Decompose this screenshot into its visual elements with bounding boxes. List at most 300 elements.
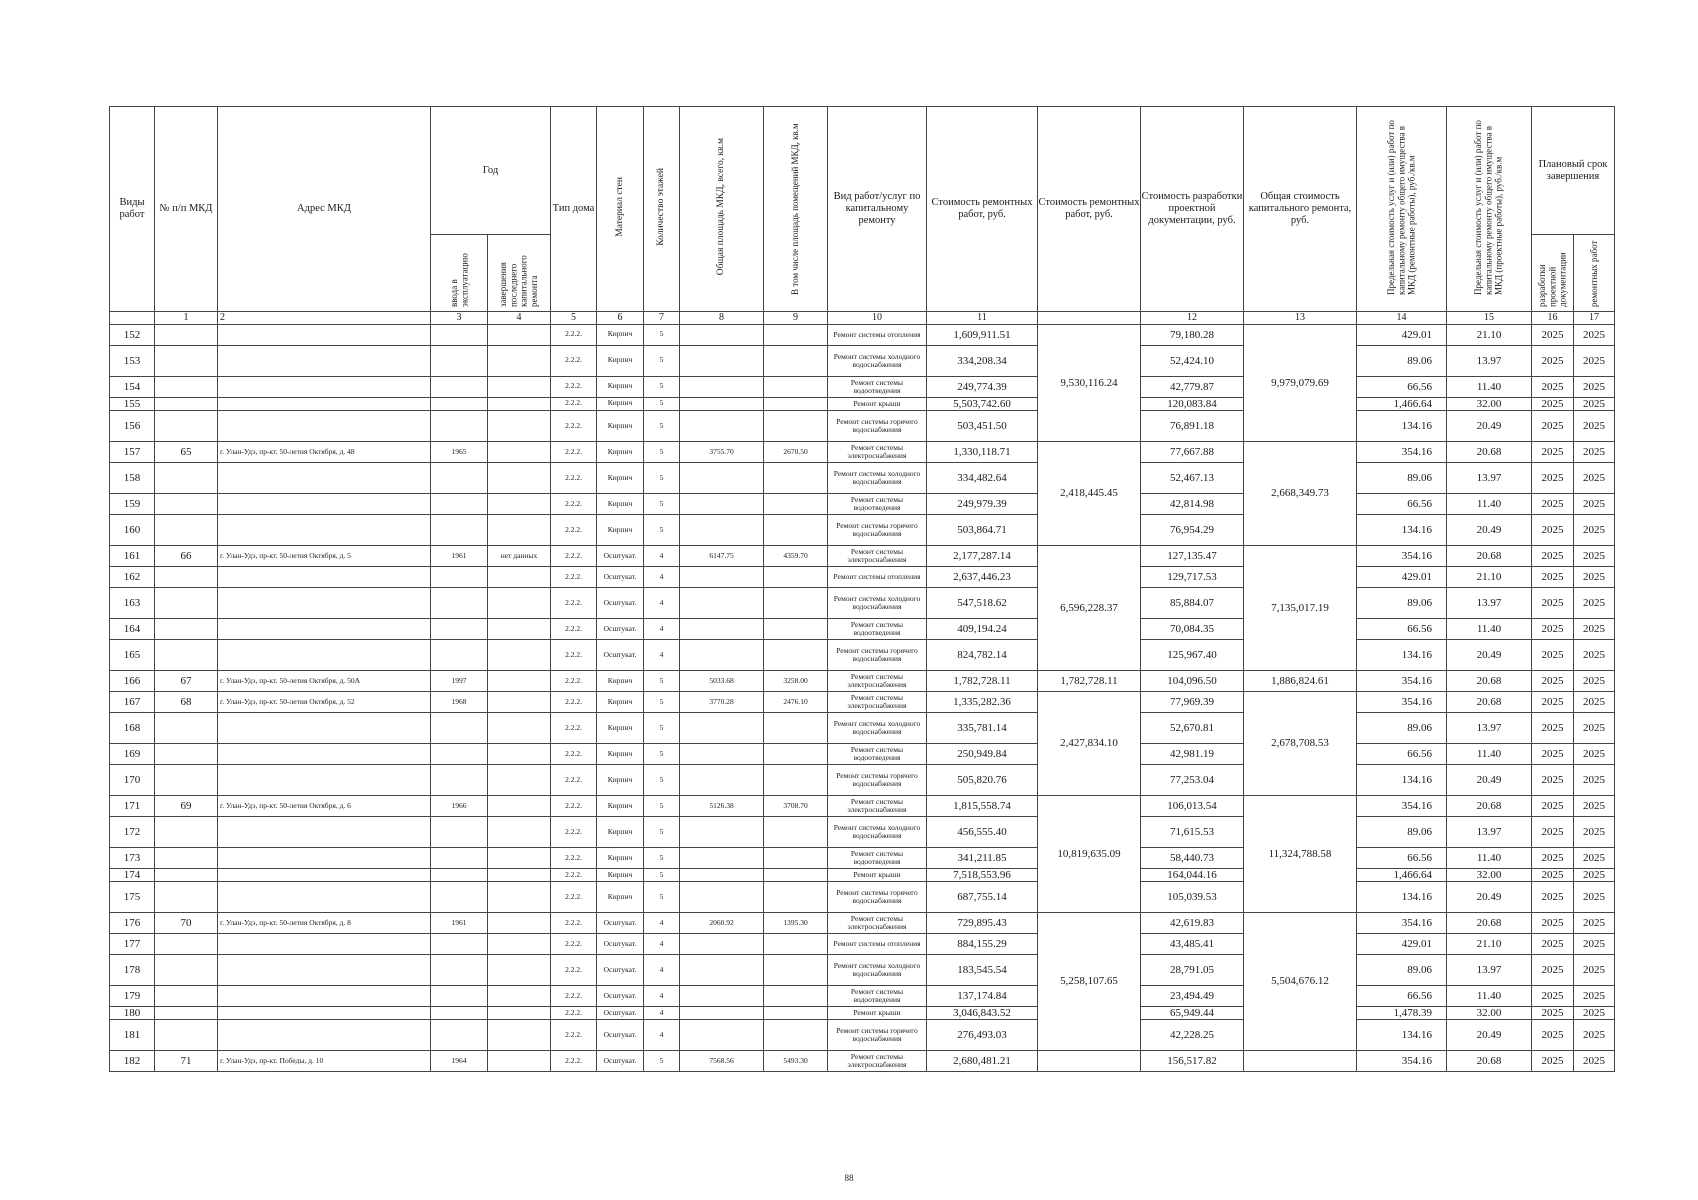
- row-limit-repair: 1,478.39: [1357, 1006, 1447, 1019]
- row-wall-material: Осштукат.: [597, 618, 644, 639]
- row-vid: 179: [110, 985, 155, 1006]
- row-cost: 1,815,558.74: [927, 795, 1038, 816]
- row-mkd-num: 71: [155, 1050, 218, 1071]
- colnum: 10: [828, 311, 927, 324]
- row-limit-repair: 89.06: [1357, 816, 1447, 847]
- colnum: 2: [218, 311, 431, 324]
- colnum: 16: [1532, 311, 1574, 324]
- row-group-total: 9,530,116.24: [1038, 324, 1141, 441]
- row-area-total: 3755.70: [680, 441, 764, 462]
- row-group-grand: [1244, 1050, 1357, 1071]
- row-wall-material: Осштукат.: [597, 985, 644, 1006]
- row-deadline-repair: 2025: [1574, 881, 1615, 912]
- row-floors: 4: [644, 587, 680, 618]
- row-area-premises: [764, 847, 828, 868]
- row-address: [218, 1006, 431, 1019]
- row-mkd-num: [155, 410, 218, 441]
- row-work-type: Ремонт крыши: [828, 868, 927, 881]
- row-area-premises: [764, 764, 828, 795]
- row-design-cost: 127,135.47: [1141, 545, 1244, 566]
- row-wall-material: Кирпич: [597, 712, 644, 743]
- row-floors: 5: [644, 1050, 680, 1071]
- row-deadline-design: 2025: [1532, 670, 1574, 691]
- row-area-total: 7568.56: [680, 1050, 764, 1071]
- row-mkd-num: [155, 1019, 218, 1050]
- row-limit-repair: 134.16: [1357, 764, 1447, 795]
- table-row: [110, 639, 1615, 670]
- row-floors: 5: [644, 847, 680, 868]
- row-address: [218, 816, 431, 847]
- row-house-type: 2.2.2.: [551, 410, 597, 441]
- header-god: Год: [431, 107, 551, 235]
- row-house-type: 2.2.2.: [551, 881, 597, 912]
- row-group-total: 1,782,728.11: [1038, 670, 1141, 691]
- table-row: [110, 933, 1615, 954]
- row-design-cost: 42,619.83: [1141, 912, 1244, 933]
- row-area-premises: [764, 954, 828, 985]
- table-row: [110, 493, 1615, 514]
- row-limit-repair: 66.56: [1357, 493, 1447, 514]
- row-house-type: 2.2.2.: [551, 345, 597, 376]
- table-row: [110, 954, 1615, 985]
- row-work-type: Ремонт системы холодного водоснабжения: [828, 587, 927, 618]
- row-cost: 2,637,446.23: [927, 566, 1038, 587]
- row-mkd-num: [155, 618, 218, 639]
- row-cost: 503,451.50: [927, 410, 1038, 441]
- row-area-total: [680, 743, 764, 764]
- row-area-premises: [764, 985, 828, 1006]
- row-cost: 2,177,287.14: [927, 545, 1038, 566]
- table-row: [110, 1019, 1615, 1050]
- row-floors: 5: [644, 795, 680, 816]
- row-design-cost: 104,096.50: [1141, 670, 1244, 691]
- row-limit-repair: 66.56: [1357, 847, 1447, 868]
- row-floors: 5: [644, 712, 680, 743]
- row-deadline-repair: 2025: [1574, 545, 1615, 566]
- row-design-cost: 28,791.05: [1141, 954, 1244, 985]
- row-limit-repair: 89.06: [1357, 712, 1447, 743]
- row-deadline-design: 2025: [1532, 397, 1574, 410]
- row-floors: 5: [644, 397, 680, 410]
- row-vid: 169: [110, 743, 155, 764]
- colnum: 8: [680, 311, 764, 324]
- row-limit-design: 13.97: [1447, 954, 1532, 985]
- row-address: г. Улан-Удэ, пр-кт. 50-летия Октября, д. 6: [218, 795, 431, 816]
- row-cost: 137,174.84: [927, 985, 1038, 1006]
- row-mkd-num: 70: [155, 912, 218, 933]
- row-house-type: 2.2.2.: [551, 587, 597, 618]
- row-work-type: Ремонт системы электроснабжения: [828, 912, 927, 933]
- row-mkd-num: [155, 639, 218, 670]
- row-floors: 4: [644, 1019, 680, 1050]
- row-work-type: Ремонт системы горячего водоснабжения: [828, 410, 927, 441]
- row-deadline-repair: 2025: [1574, 712, 1615, 743]
- row-house-type: 2.2.2.: [551, 397, 597, 410]
- row-year-repair: [488, 618, 551, 639]
- row-area-premises: [764, 397, 828, 410]
- row-year-repair: [488, 462, 551, 493]
- table-row: [110, 1006, 1615, 1019]
- header-stoim: Стоимость ремонтных работ, руб.: [927, 107, 1038, 312]
- row-cost: 729,895.43: [927, 912, 1038, 933]
- row-cost: 1,330,118.71: [927, 441, 1038, 462]
- header-mat: Материал стен: [614, 177, 625, 237]
- row-design-cost: 105,039.53: [1141, 881, 1244, 912]
- row-house-type: 2.2.2.: [551, 566, 597, 587]
- row-year-repair: [488, 1019, 551, 1050]
- row-area-total: [680, 847, 764, 868]
- row-year-repair: [488, 587, 551, 618]
- row-design-cost: 106,013.54: [1141, 795, 1244, 816]
- row-design-cost: 77,253.04: [1141, 764, 1244, 795]
- row-area-total: [680, 985, 764, 1006]
- row-house-type: 2.2.2.: [551, 764, 597, 795]
- row-area-total: [680, 493, 764, 514]
- row-year-repair: [488, 847, 551, 868]
- row-year-built: [431, 462, 488, 493]
- row-deadline-repair: 2025: [1574, 1019, 1615, 1050]
- header-tip: Тип дома: [551, 107, 597, 312]
- row-area-total: [680, 1006, 764, 1019]
- row-limit-repair: 354.16: [1357, 795, 1447, 816]
- colnum: 15: [1447, 311, 1532, 324]
- row-mkd-num: [155, 493, 218, 514]
- row-mkd-num: [155, 764, 218, 795]
- row-wall-material: Кирпич: [597, 493, 644, 514]
- row-vid: 153: [110, 345, 155, 376]
- row-house-type: 2.2.2.: [551, 1019, 597, 1050]
- row-design-cost: 70,084.35: [1141, 618, 1244, 639]
- colnum: 3: [431, 311, 488, 324]
- row-area-premises: 3708.70: [764, 795, 828, 816]
- row-address: [218, 639, 431, 670]
- colnum: 6: [597, 311, 644, 324]
- row-mkd-num: [155, 868, 218, 881]
- row-year-repair: [488, 795, 551, 816]
- table-row: [110, 324, 1615, 345]
- row-year-built: [431, 493, 488, 514]
- table-row: [110, 881, 1615, 912]
- table-row: [110, 618, 1615, 639]
- row-wall-material: Кирпич: [597, 881, 644, 912]
- row-work-type: Ремонт системы горячего водоснабжения: [828, 881, 927, 912]
- row-year-built: 1961: [431, 912, 488, 933]
- row-address: [218, 881, 431, 912]
- row-cost: 824,782.14: [927, 639, 1038, 670]
- header-god-vvod: ввода в эксплуатацию: [448, 253, 469, 307]
- row-design-cost: 120,083.84: [1141, 397, 1244, 410]
- row-limit-repair: 134.16: [1357, 410, 1447, 441]
- row-vid: 177: [110, 933, 155, 954]
- row-house-type: 2.2.2.: [551, 462, 597, 493]
- row-mkd-num: [155, 933, 218, 954]
- table-row: [110, 566, 1615, 587]
- row-year-built: 1961: [431, 545, 488, 566]
- row-year-built: 1965: [431, 441, 488, 462]
- row-limit-design: 11.40: [1447, 376, 1532, 397]
- row-deadline-repair: 2025: [1574, 764, 1615, 795]
- row-floors: 5: [644, 816, 680, 847]
- row-area-total: [680, 954, 764, 985]
- row-cost: 249,774.39: [927, 376, 1038, 397]
- row-floors: 5: [644, 764, 680, 795]
- row-area-total: [680, 618, 764, 639]
- row-area-premises: 2670.50: [764, 441, 828, 462]
- row-year-built: [431, 345, 488, 376]
- table-row: [110, 912, 1615, 933]
- header-pred1: Предельная стоимость услуг и (или) работ по капитальному ремонту общего имущества в МКД (ремонтные работы), руб./кв.м: [1385, 119, 1417, 295]
- row-design-cost: 52,670.81: [1141, 712, 1244, 743]
- row-deadline-design: 2025: [1532, 441, 1574, 462]
- row-limit-design: 20.68: [1447, 1050, 1532, 1071]
- row-address: [218, 712, 431, 743]
- row-address: [218, 410, 431, 441]
- table-row: [110, 764, 1615, 795]
- row-year-built: [431, 764, 488, 795]
- row-address: [218, 868, 431, 881]
- row-address: г. Улан-Удэ, пр-кт. 50-летия Октября, д. 50А: [218, 670, 431, 691]
- row-area-premises: [764, 462, 828, 493]
- row-deadline-design: 2025: [1532, 954, 1574, 985]
- row-vid: 181: [110, 1019, 155, 1050]
- row-year-repair: [488, 345, 551, 376]
- row-design-cost: 52,467.13: [1141, 462, 1244, 493]
- row-design-cost: 65,949.44: [1141, 1006, 1244, 1019]
- row-vid: 173: [110, 847, 155, 868]
- row-vid: 155: [110, 397, 155, 410]
- row-address: [218, 514, 431, 545]
- row-cost: 2,680,481.21: [927, 1050, 1038, 1071]
- row-work-type: Ремонт системы горячего водоснабжения: [828, 1019, 927, 1050]
- row-cost: 547,518.62: [927, 587, 1038, 618]
- row-deadline-design: 2025: [1532, 1019, 1574, 1050]
- row-area-premises: [764, 1006, 828, 1019]
- row-design-cost: 42,228.25: [1141, 1019, 1244, 1050]
- row-cost: 3,046,843.52: [927, 1006, 1038, 1019]
- row-limit-repair: 429.01: [1357, 566, 1447, 587]
- row-vid: 170: [110, 764, 155, 795]
- row-mkd-num: [155, 847, 218, 868]
- row-house-type: 2.2.2.: [551, 868, 597, 881]
- header-srok-rem: ремонтных работ: [1588, 240, 1599, 307]
- row-house-type: 2.2.2.: [551, 933, 597, 954]
- row-floors: 5: [644, 868, 680, 881]
- row-house-type: 2.2.2.: [551, 545, 597, 566]
- row-wall-material: Кирпич: [597, 410, 644, 441]
- row-area-total: [680, 566, 764, 587]
- row-group-grand: 11,324,788.58: [1244, 795, 1357, 912]
- row-mkd-num: 66: [155, 545, 218, 566]
- row-limit-design: 20.49: [1447, 514, 1532, 545]
- row-limit-repair: 89.06: [1357, 345, 1447, 376]
- row-area-total: 3770.28: [680, 691, 764, 712]
- row-vid: 157: [110, 441, 155, 462]
- row-wall-material: Осштукат.: [597, 639, 644, 670]
- row-cost: 505,820.76: [927, 764, 1038, 795]
- header-pred2: Предельная стоимость услуг и (или) работ по капитальному ремонту общего имущества в МКД (проектные работы), руб./кв.м: [1473, 119, 1505, 295]
- row-limit-repair: 354.16: [1357, 691, 1447, 712]
- row-limit-design: 13.97: [1447, 587, 1532, 618]
- header-addr: Адрес МКД: [218, 107, 431, 312]
- row-floors: 5: [644, 462, 680, 493]
- row-area-total: [680, 345, 764, 376]
- row-vid: 175: [110, 881, 155, 912]
- row-area-total: [680, 410, 764, 441]
- row-house-type: 2.2.2.: [551, 376, 597, 397]
- row-year-repair: [488, 441, 551, 462]
- row-address: г. Улан-Удэ, пр-кт. 50-летия Октября, д. 5: [218, 545, 431, 566]
- row-deadline-repair: 2025: [1574, 462, 1615, 493]
- row-cost: 1,782,728.11: [927, 670, 1038, 691]
- row-vid: 178: [110, 954, 155, 985]
- row-year-built: [431, 1006, 488, 1019]
- row-area-total: [680, 764, 764, 795]
- row-area-total: [680, 376, 764, 397]
- row-floors: 5: [644, 881, 680, 912]
- row-mkd-num: [155, 816, 218, 847]
- row-limit-design: 21.10: [1447, 566, 1532, 587]
- table-row: [110, 441, 1615, 462]
- row-work-type: Ремонт системы водоотведения: [828, 985, 927, 1006]
- row-mkd-num: [155, 1006, 218, 1019]
- row-design-cost: 77,969.39: [1141, 691, 1244, 712]
- row-work-type: Ремонт системы холодного водоснабжения: [828, 712, 927, 743]
- row-group-grand: 5,504,676.12: [1244, 912, 1357, 1050]
- row-year-built: [431, 1019, 488, 1050]
- row-limit-design: 13.97: [1447, 345, 1532, 376]
- row-work-type: Ремонт системы горячего водоснабжения: [828, 639, 927, 670]
- row-area-premises: [764, 881, 828, 912]
- row-area-total: 6147.75: [680, 545, 764, 566]
- row-year-repair: [488, 376, 551, 397]
- row-mkd-num: [155, 324, 218, 345]
- row-wall-material: Кирпич: [597, 514, 644, 545]
- table-row: [110, 795, 1615, 816]
- row-house-type: 2.2.2.: [551, 954, 597, 985]
- row-deadline-design: 2025: [1532, 462, 1574, 493]
- page-number: 88: [844, 1173, 854, 1183]
- row-year-built: [431, 712, 488, 743]
- colnum: 13: [1244, 311, 1357, 324]
- row-work-type: Ремонт системы электроснабжения: [828, 1050, 927, 1071]
- row-house-type: 2.2.2.: [551, 514, 597, 545]
- row-year-repair: [488, 397, 551, 410]
- row-year-built: [431, 881, 488, 912]
- row-address: г. Улан-Удэ, пр-кт. 50-летия Октября, д. 48: [218, 441, 431, 462]
- row-work-type: Ремонт крыши: [828, 1006, 927, 1019]
- row-mkd-num: [155, 587, 218, 618]
- row-floors: 4: [644, 985, 680, 1006]
- row-cost: 183,545.54: [927, 954, 1038, 985]
- row-address: [218, 847, 431, 868]
- row-area-total: [680, 933, 764, 954]
- table-row: [110, 1050, 1615, 1071]
- row-deadline-design: 2025: [1532, 933, 1574, 954]
- row-wall-material: Осштукат.: [597, 545, 644, 566]
- row-deadline-design: 2025: [1532, 847, 1574, 868]
- row-deadline-design: 2025: [1532, 345, 1574, 376]
- table-row: [110, 985, 1615, 1006]
- row-work-type: Ремонт системы водоотведения: [828, 743, 927, 764]
- row-work-type: Ремонт системы электроснабжения: [828, 670, 927, 691]
- row-vid: 172: [110, 816, 155, 847]
- row-deadline-design: 2025: [1532, 493, 1574, 514]
- row-area-total: 5033.68: [680, 670, 764, 691]
- row-year-repair: [488, 1050, 551, 1071]
- row-cost: 7,518,553.96: [927, 868, 1038, 881]
- row-work-type: Ремонт системы холодного водоснабжения: [828, 462, 927, 493]
- row-area-premises: [764, 376, 828, 397]
- row-house-type: 2.2.2.: [551, 618, 597, 639]
- row-design-cost: 164,044.16: [1141, 868, 1244, 881]
- row-vid: 171: [110, 795, 155, 816]
- row-deadline-design: 2025: [1532, 324, 1574, 345]
- row-vid: 167: [110, 691, 155, 712]
- row-limit-repair: 354.16: [1357, 912, 1447, 933]
- row-vid: 164: [110, 618, 155, 639]
- row-mkd-num: 67: [155, 670, 218, 691]
- row-limit-repair: 66.56: [1357, 743, 1447, 764]
- row-cost: 687,755.14: [927, 881, 1038, 912]
- row-house-type: 2.2.2.: [551, 670, 597, 691]
- row-limit-repair: 89.06: [1357, 462, 1447, 493]
- row-deadline-repair: 2025: [1574, 1050, 1615, 1071]
- table-row: [110, 376, 1615, 397]
- row-design-cost: 76,891.18: [1141, 410, 1244, 441]
- row-wall-material: Кирпич: [597, 795, 644, 816]
- row-limit-design: 20.49: [1447, 410, 1532, 441]
- row-mkd-num: [155, 462, 218, 493]
- row-deadline-design: 2025: [1532, 868, 1574, 881]
- row-design-cost: 79,180.28: [1141, 324, 1244, 345]
- row-year-built: [431, 816, 488, 847]
- row-group-total: 2,418,445.45: [1038, 441, 1141, 545]
- row-area-premises: 3258.00: [764, 670, 828, 691]
- row-cost: 503,864.71: [927, 514, 1038, 545]
- row-mkd-num: [155, 954, 218, 985]
- row-wall-material: Осштукат.: [597, 933, 644, 954]
- row-house-type: 2.2.2.: [551, 743, 597, 764]
- row-deadline-repair: 2025: [1574, 816, 1615, 847]
- row-address: [218, 985, 431, 1006]
- row-group-total: 10,819,635.09: [1038, 795, 1141, 912]
- row-floors: 5: [644, 691, 680, 712]
- row-house-type: 2.2.2.: [551, 691, 597, 712]
- row-vid: 165: [110, 639, 155, 670]
- row-cost: 1,335,282.36: [927, 691, 1038, 712]
- row-group-total: 5,258,107.65: [1038, 912, 1141, 1050]
- row-year-repair: [488, 493, 551, 514]
- row-year-repair: [488, 410, 551, 441]
- row-design-cost: 52,424.10: [1141, 345, 1244, 376]
- row-area-total: [680, 868, 764, 881]
- table-row: [110, 545, 1615, 566]
- row-deadline-design: 2025: [1532, 691, 1574, 712]
- row-mkd-num: 65: [155, 441, 218, 462]
- row-deadline-design: 2025: [1532, 545, 1574, 566]
- row-address: г. Улан-Удэ, пр-кт. 50-летия Октября, д. 52: [218, 691, 431, 712]
- row-floors: 5: [644, 493, 680, 514]
- row-address: [218, 743, 431, 764]
- row-limit-design: 21.10: [1447, 933, 1532, 954]
- row-address: [218, 324, 431, 345]
- row-wall-material: Кирпич: [597, 816, 644, 847]
- row-deadline-repair: 2025: [1574, 566, 1615, 587]
- row-floors: 5: [644, 441, 680, 462]
- row-work-type: Ремонт системы электроснабжения: [828, 795, 927, 816]
- row-limit-design: 11.40: [1447, 618, 1532, 639]
- row-year-repair: [488, 670, 551, 691]
